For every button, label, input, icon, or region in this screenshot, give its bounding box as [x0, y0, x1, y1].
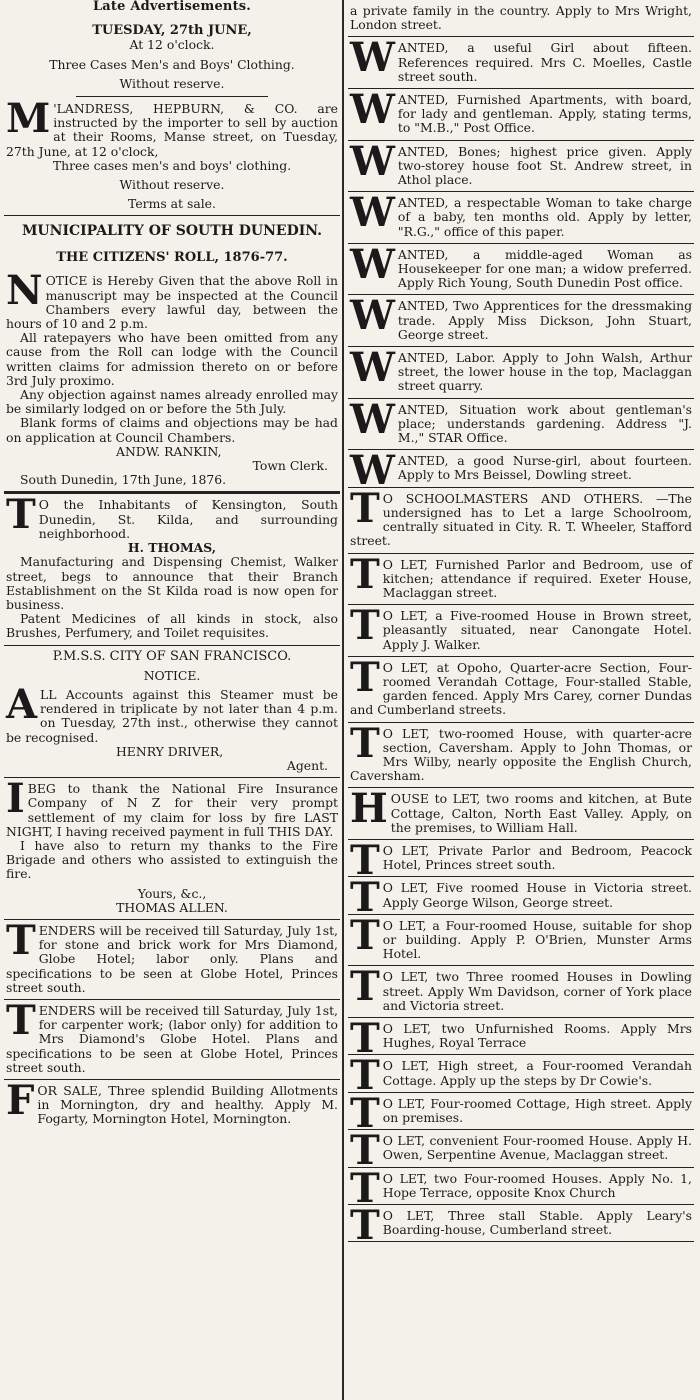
drop-cap: W [350, 344, 395, 392]
section-header: Late Advertisements. [92, 0, 252, 14]
classified-ad [348, 719, 694, 789]
allen-yours: Yours, &c., [137, 885, 207, 901]
auction-body: 'LANDRESS, HEPBURN, & CO. are instructed by the importer to sell by auction at their Rooms, Manse street, on Tuesday, 27th June, at 12 o'clock, [6, 101, 338, 159]
classified-ad [348, 1127, 694, 1175]
pmss-notice: NOTICE. [143, 667, 201, 683]
classified-ad [348, 1164, 694, 1212]
drop-cap: T [350, 719, 380, 767]
classified-ad [348, 484, 694, 554]
drop-cap: T [350, 1127, 380, 1175]
drop-cap: T [350, 963, 380, 1011]
ad-body: O LET, a Five-roomed House in Brown street, pleasantly situated, near Canongate Hotel. Apply J. Walker. [382, 608, 692, 652]
auction-ad [4, 20, 340, 216]
ad-body: O LET, two Four-roomed Houses. Apply No. 1, Hope Terrace, opposite Knox Church [382, 1170, 692, 1200]
ad-body: O LET, Five roomed House in Victoria street. Apply George Wilson, George street. [382, 880, 692, 910]
drop-cap: T [6, 916, 36, 964]
auction-date: TUESDAY, 27th JUNE, [92, 23, 252, 39]
ad-body: ANTED, Furnished Apartments, with board, for lady and gentleman. Apply, stating terms, to "M.B.," Post Office. [397, 92, 692, 136]
auction-item: Three Cases Men's and Boys' Clothing. [49, 56, 295, 72]
municipality-role: Town Clerk. [252, 458, 328, 474]
ad-body: O LET, Private Parlor and Bedroom, Peacock Hotel, Princes street south. [382, 842, 692, 873]
continued-text: a private family in the country. Apply to Mrs Wright, London street. [350, 3, 692, 33]
drop-cap: T [350, 550, 380, 598]
drop-cap: N [6, 267, 43, 315]
left-column [4, 0, 340, 1131]
drop-cap: T [350, 1202, 380, 1250]
classified-ad [348, 240, 694, 296]
classified-ad [348, 602, 694, 657]
classified-list [348, 34, 694, 1250]
drop-cap: W [350, 292, 395, 340]
municipality-p2: All ratepayers who have been omitted from any cause from the Roll can lodge with the Council written claims for admission thereto on or before 3rd July proximo. [6, 330, 338, 388]
ad-body: OUSE to LET, two rooms and kitchen, at Bute Cottage, Calton, North East Valley. Apply, on the premises, to William Hall. [390, 791, 692, 835]
ad-body: O LET, convenient Four-roomed House. Apply H. Owen, Serpentine Avenue, Maclaggan street. [382, 1133, 692, 1163]
drop-cap: T [350, 1089, 380, 1137]
classified-ad [348, 963, 694, 1018]
drop-cap: T [350, 836, 380, 884]
drop-cap: T [350, 1164, 380, 1212]
tenders-ad-2 [4, 996, 340, 1080]
allen-p2: I have also to return my thanks to the Fire Brigade and others who assisted to extinguish the fire. [6, 837, 338, 882]
drop-cap: W [350, 86, 395, 134]
allen-p1: BEG to thank the National Fire Insurance Company of N Z for their very prompt settlement of my claim for loss by fire LAST NIGHT, I having received payment in full THIS DAY. [6, 781, 338, 839]
classified-ad [348, 34, 694, 89]
classified-ad [348, 653, 694, 723]
ad-body: O LET, a Four-roomed House, suitable for shop or building. Apply P. O'Brien, Munster Arms Hotel. [382, 917, 692, 962]
ad-body: ANTED, Labor. Apply to John Walsh, Arthur street, the lower house in the top, Maclaggan street quarry. [397, 350, 692, 394]
municipality-p3: Any objection against names already enrolled may be similarly lodged on or before the 5th July. [6, 387, 338, 417]
forsale-body: OR SALE, Three splendid Building Allotments in Mornington, dry and healthy. Apply M. Fogarty, Mornington Hotel, Mornington. [37, 1083, 338, 1127]
municipality-date: South Dunedin, 17th June, 1876. [20, 472, 227, 488]
ad-body: O LET, two Three roomed Houses in Dowling street. Apply Wm Davidson, corner of York place and Victoria street. [382, 969, 692, 1013]
ad-body: ANTED, a useful Girl about fifteen. References required. Mrs C. Moelles, Castle street south. [397, 40, 692, 84]
classified-ad [348, 189, 694, 244]
pmss-ad [4, 646, 340, 779]
classified-ad [348, 395, 694, 451]
ad-body: O LET, Four-roomed Cottage, High street. Apply on premises. [382, 1095, 692, 1125]
ad-body: O LET, at Opoho, Quarter-acre Section, Four-roomed Verandah Cottage, Four-stalled Stable, garden fenced. Apply Mrs Carey, corner Dundas and Cumberland streets. [350, 659, 692, 718]
thomas-p3: Patent Medicines of all kinds in stock, also Brushes, Perfumery, and Toilet requisites. [6, 611, 338, 641]
ad-body: ANTED, Situation work about gentleman's place; understands gardening. Address "J. M.," STAR Office. [397, 401, 692, 446]
classified-ad [348, 344, 694, 399]
ad-body: O LET, two-roomed House, with quarter-acre section, Caversham. Apply to John Thomas, or Mrs Wilby, nearly opposite the English Church, Caversham. [350, 725, 692, 784]
tenders-ad-1 [4, 916, 340, 1000]
classified-ad [348, 292, 694, 347]
classified-ad [348, 86, 694, 141]
drop-cap: M [6, 95, 51, 143]
ad-body: ANTED, Two Apprentices for the dressmaking trade. Apply Miss Dickson, John Stuart, George street. [397, 298, 692, 342]
continued-ad [348, 0, 694, 37]
thomas-ad [4, 491, 340, 645]
ad-body: ANTED, Bones; highest price given. Apply two-storey house foot St. Andrew street, in Athol place. [397, 143, 692, 188]
pmss-signer: HENRY DRIVER, [116, 743, 224, 759]
auction-reserve: Without reserve. [119, 75, 225, 91]
ad-body: ANTED, a respectable Woman to take charge of a baby, ten months old. Apply by letter, "R.G.," office of this paper. [397, 195, 692, 239]
pmss-title: P.M.S.S. CITY OF SAN FRANCISCO. [52, 648, 292, 664]
municipality-subtitle: THE CITIZENS' ROLL, 1876-77. [56, 250, 288, 266]
classified-ad [348, 836, 694, 884]
drop-cap: T [6, 996, 36, 1044]
allen-signer: THOMAS ALLEN. [116, 899, 228, 915]
drop-cap: A [6, 680, 38, 728]
drop-cap: T [350, 1052, 380, 1100]
classified-ad [348, 874, 694, 922]
right-column [348, 0, 694, 1250]
drop-cap: T [350, 602, 380, 650]
classified-ad [348, 137, 694, 193]
tenders2-body: ENDERS will be received till Saturday, July 1st, for carpenter work; (labor only) for addition to Mrs Diamond's Globe Hotel. Plans and specifications to be seen at Globe Hotel, Princes street south. [6, 1002, 338, 1075]
classified-ad [348, 1052, 694, 1100]
tenders1-body: ENDERS will be received till Saturday, July 1st, for stone and brick work for Mrs Diamond, Globe Hotel; labor only. Plans and specifications to be seen at Globe Hotel, Princes street south. [6, 922, 338, 995]
thomas-p2: Manufacturing and Dispensing Chemist, Walker street, begs to announce that their Branch Establishment on the St Kilda road is now open for business. [6, 554, 338, 612]
drop-cap: W [350, 137, 395, 185]
drop-cap: I [6, 775, 25, 823]
thomas-name: H. THOMAS, [127, 540, 217, 556]
allen-ad [4, 775, 340, 920]
ad-body: ANTED, a good Nurse-girl, about fourteen. Apply to Mrs Beissel, Dowling street. [397, 453, 692, 483]
municipality-ad [4, 216, 340, 494]
drop-cap: W [350, 34, 395, 82]
classified-ad [348, 1014, 694, 1062]
auction-item-2: Three cases men's and boys' clothing. [52, 157, 292, 173]
municipality-signer: ANDW. RANKIN, [116, 443, 222, 459]
thomas-p1: O the Inhabitants of Kensington, South Dunedin, St. Kilda, and surrounding neighborhood. [38, 497, 338, 541]
classified-ad [348, 550, 694, 606]
drop-cap: F [6, 1077, 35, 1124]
auction-reserve-2: Without reserve. [119, 177, 225, 193]
pmss-body: LL Accounts against this Steamer must be rendered in triplicate by not later than 4 p.m. on Tuesday, 27th inst., otherwise they cannot be recognised. [6, 686, 338, 745]
column-rule [342, 0, 344, 1400]
classified-ad [348, 1202, 694, 1250]
drop-cap: W [350, 189, 395, 237]
drop-cap: H [350, 785, 388, 833]
drop-cap: W [350, 447, 395, 495]
drop-cap: T [350, 874, 380, 922]
ad-body: ANTED, a middle-aged Woman as Housekeeper for one man; a widow preferred. Apply Rich Young, South Dunedin Post office. [397, 246, 692, 291]
ad-body: O LET, two Unfurnished Rooms. Apply Mrs Hughes, Royal Terrace [382, 1020, 692, 1051]
ad-body: O LET, High street, a Four-roomed Verandah Cottage. Apply up the steps by Dr Cowie's. [382, 1058, 692, 1088]
ad-body: O LET, Three stall Stable. Apply Leary's Boarding-house, Cumberland street. [382, 1208, 692, 1238]
drop-cap: T [350, 653, 380, 701]
drop-cap: T [350, 1014, 380, 1062]
auction-time: At 12 o'clock. [129, 37, 215, 53]
municipality-p4: Blank forms of claims and objections may be had on application at Council Chambers. [6, 415, 338, 445]
municipality-p1: OTICE is Hereby Given that the above Roll in manuscript may be inspected at the Council Chambers every lawful day, between the hours of 10 and 2 p.m. [6, 273, 338, 332]
classified-ad [348, 447, 694, 495]
ad-body: O LET, Furnished Parlor and Bedroom, use of kitchen; attendance if required. Exeter House, Maclaggan street. [382, 556, 692, 600]
classified-ad [348, 785, 694, 840]
pmss-role: Agent. [286, 757, 328, 773]
forsale-ad [4, 1077, 340, 1131]
auction-terms: Terms at sale. [128, 196, 216, 212]
classified-ad [348, 911, 694, 967]
drop-cap: W [350, 240, 395, 288]
drop-cap: T [6, 491, 36, 539]
classified-ad [348, 1089, 694, 1137]
municipality-title: MUNICIPALITY OF SOUTH DUNEDIN. [21, 223, 323, 240]
ad-body: O SCHOOLMASTERS AND OTHERS. —The undersigned has to Let a large Schoolroom, centrally situated in City. R. T. Wheeler, Stafford street. [350, 490, 692, 549]
drop-cap: T [350, 484, 380, 532]
drop-cap: W [350, 395, 395, 443]
drop-cap: T [350, 911, 380, 959]
